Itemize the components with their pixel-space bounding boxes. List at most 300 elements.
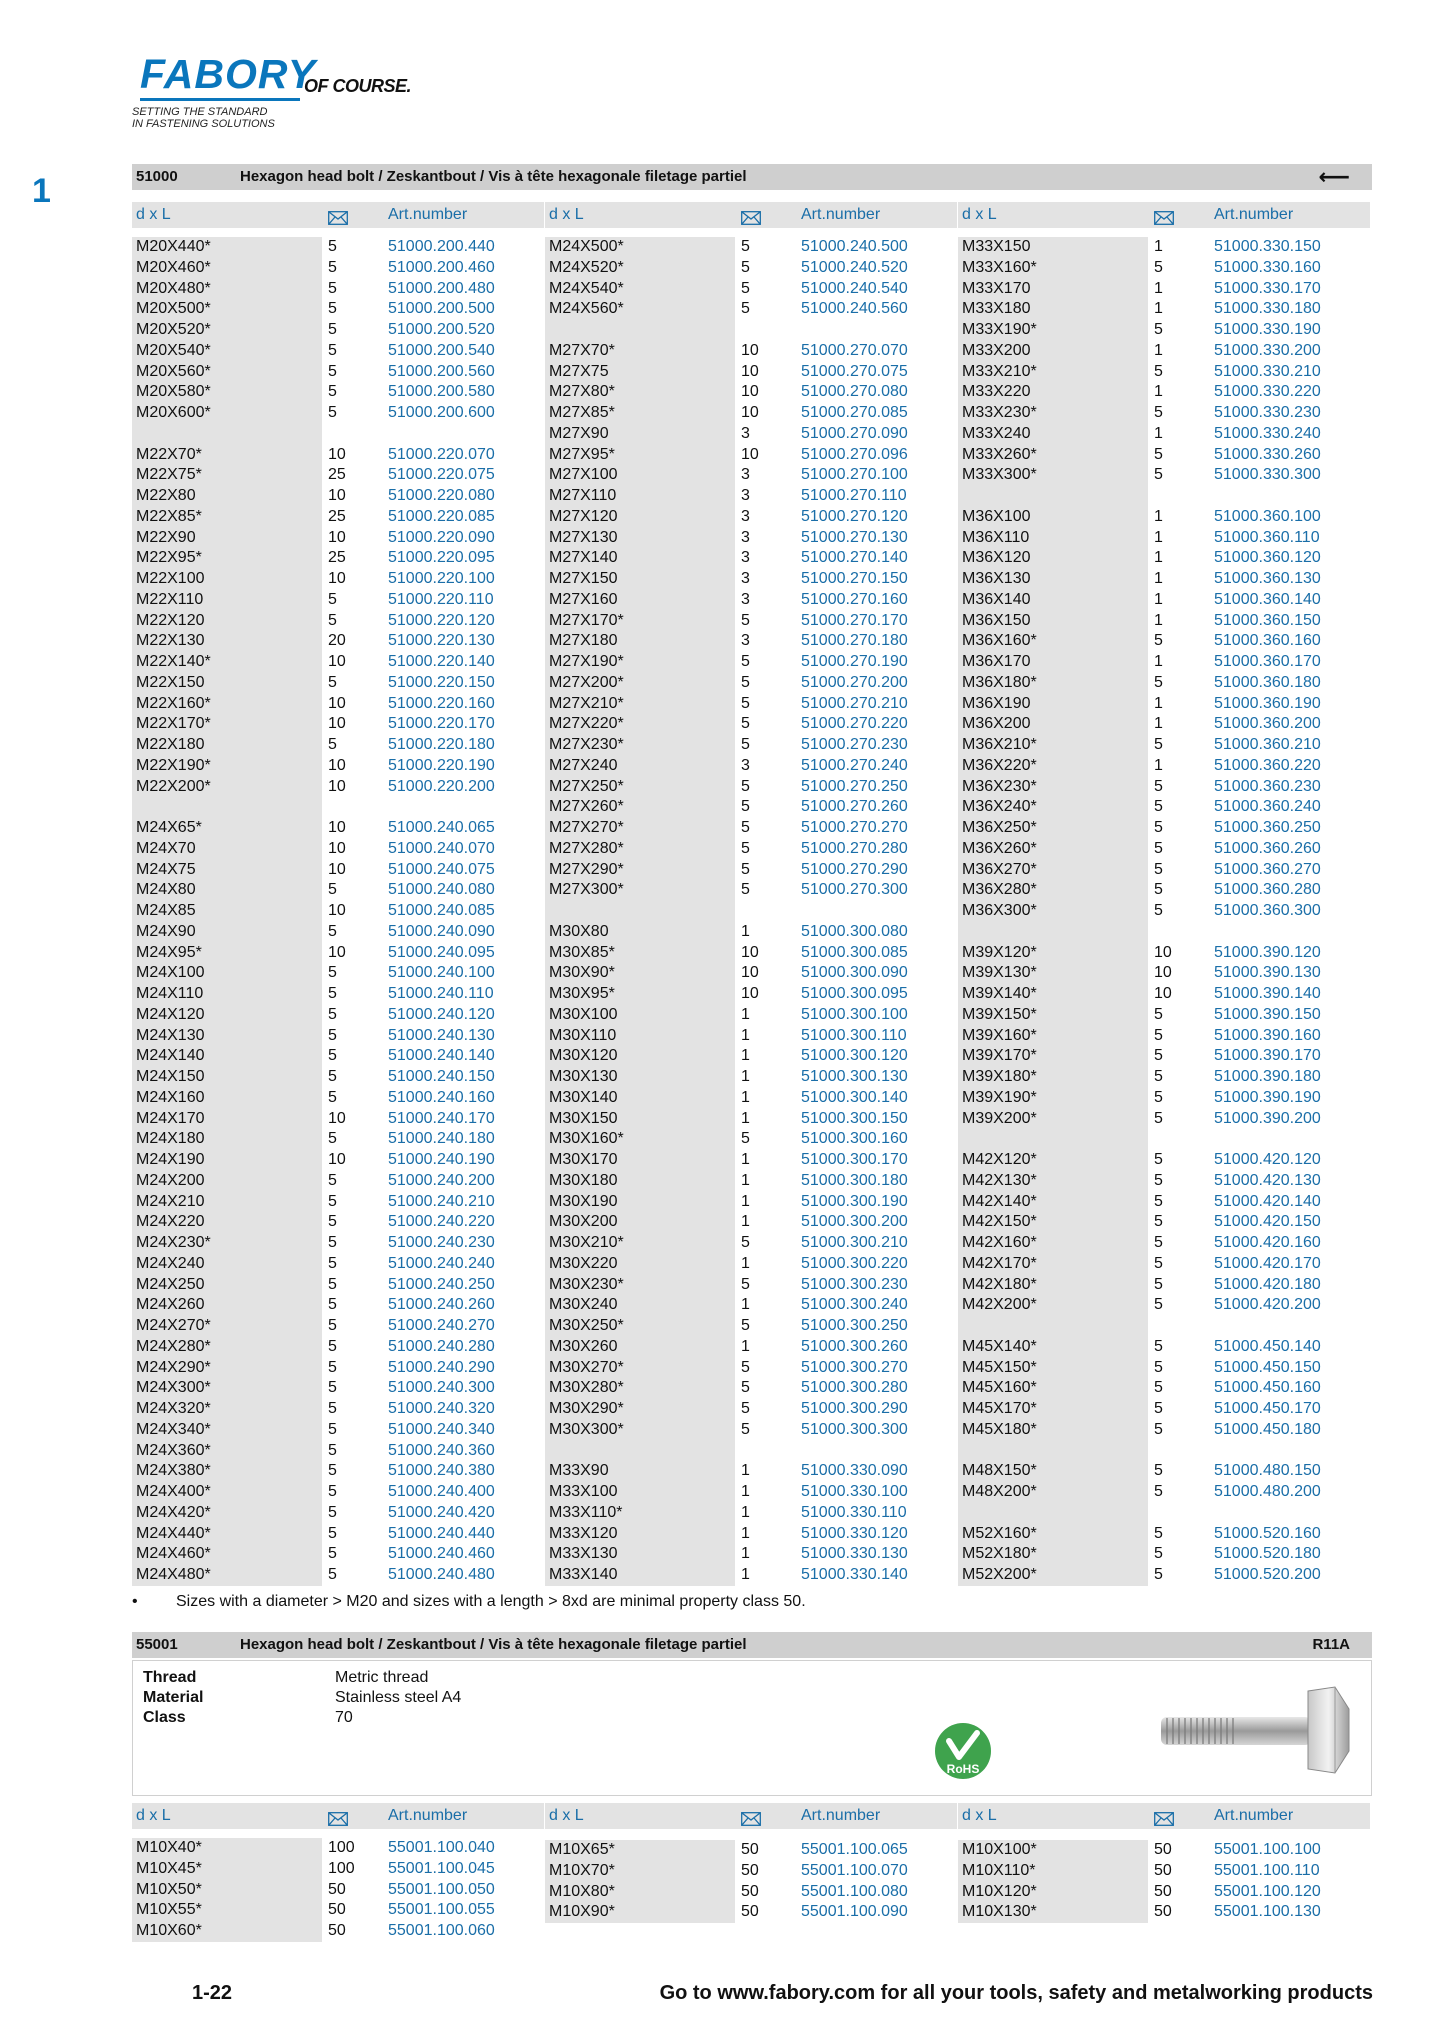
art-number-link[interactable]: 51000.390.200	[1214, 1109, 1321, 1127]
art-number-link[interactable]: 51000.420.140	[1214, 1192, 1321, 1210]
quantity-cell: 1	[1154, 611, 1163, 629]
art-number-link[interactable]: 51000.330.240	[1214, 424, 1321, 442]
art-number-link[interactable]: 51000.270.280	[801, 839, 908, 857]
quantity-cell: 5	[1154, 1005, 1163, 1023]
art-number-link[interactable]: 51000.360.140	[1214, 590, 1321, 608]
art-number-link[interactable]: 55001.100.045	[388, 1859, 495, 1877]
art-number-link[interactable]: 51000.300.240	[801, 1296, 908, 1314]
art-number-link[interactable]: 51000.360.160	[1214, 632, 1321, 650]
art-number-link[interactable]: 51000.270.120	[801, 507, 908, 525]
art-number-link[interactable]: 55001.100.065	[801, 1841, 908, 1858]
quantity-cell: 5	[328, 279, 337, 297]
size-cell: M42X160*	[962, 1234, 1037, 1251]
art-number-link[interactable]: 51000.330.180	[1214, 300, 1321, 318]
art-number-link[interactable]: 51000.220.095	[388, 549, 495, 567]
art-number-link[interactable]: 51000.240.220	[388, 1213, 495, 1231]
quantity-cell: 5	[741, 1234, 750, 1251]
art-number-link[interactable]: 51000.450.180	[1214, 1420, 1321, 1438]
size-cell: M24X480*	[136, 1566, 211, 1583]
quantity-cell: 5	[328, 1545, 337, 1563]
art-number-link[interactable]: 51000.330.200	[1214, 341, 1321, 359]
art-number-link[interactable]: 51000.480.200	[1214, 1483, 1321, 1500]
art-number-link[interactable]: 51000.360.200	[1214, 715, 1321, 733]
art-number-link[interactable]: 51000.360.190	[1214, 694, 1321, 712]
art-number-link[interactable]: 51000.270.270	[801, 819, 908, 836]
quantity-cell: 10	[1154, 964, 1172, 982]
size-cell: M24X95*	[136, 943, 202, 961]
art-number-link[interactable]: 51000.200.520	[388, 321, 495, 338]
art-number-link[interactable]: 51000.240.540	[801, 279, 908, 297]
art-number-link[interactable]: 51000.300.230	[801, 1275, 908, 1293]
quantity-cell: 10	[741, 943, 759, 961]
art-number-link[interactable]: 51000.300.220	[801, 1254, 908, 1272]
quantity-cell: 5	[1154, 1296, 1163, 1314]
art-number-link[interactable]: 51000.300.090	[801, 964, 908, 982]
art-number-link[interactable]: 51000.360.220	[1214, 756, 1321, 774]
rohs-label: RoHS	[946, 1762, 980, 1776]
art-number-link[interactable]: 51000.360.250	[1214, 819, 1321, 836]
art-number-link[interactable]: 51000.360.280	[1214, 881, 1321, 899]
art-number-link[interactable]: 51000.330.120	[801, 1524, 908, 1542]
art-number-link[interactable]: 51000.360.210	[1214, 736, 1321, 753]
art-number-link[interactable]: 51000.240.130	[388, 1026, 495, 1044]
size-cell: M30X220	[549, 1254, 618, 1272]
art-number-link[interactable]: 55001.100.050	[388, 1880, 495, 1898]
quantity-cell: 5	[328, 1503, 337, 1521]
art-number-link[interactable]: 51000.240.110	[388, 985, 494, 1002]
art-number-link[interactable]: 51000.300.260	[801, 1337, 908, 1355]
quantity-cell: 3	[741, 632, 750, 650]
quantity-cell: 5	[328, 362, 337, 380]
size-cell: M36X240*	[962, 798, 1037, 816]
art-number-link[interactable]: 51000.360.130	[1214, 570, 1321, 587]
size-cell: M36X150	[962, 611, 1031, 629]
art-number-link[interactable]: 51000.520.200	[1214, 1566, 1321, 1583]
art-number-link[interactable]: 51000.220.080	[388, 487, 495, 504]
art-number-link[interactable]: 51000.240.200	[388, 1171, 495, 1189]
quantity-cell: 5	[1154, 1068, 1163, 1085]
art-number-link[interactable]: 51000.390.170	[1214, 1047, 1321, 1065]
art-number-link[interactable]: 51000.270.260	[801, 798, 908, 816]
art-number-link[interactable]: 51000.240.440	[388, 1524, 495, 1542]
quantity-cell: 5	[741, 1358, 750, 1376]
quantity-cell: 5	[1154, 881, 1163, 899]
art-number-link[interactable]: 51000.270.170	[801, 611, 908, 629]
quantity-cell: 10	[741, 362, 759, 380]
art-number-link[interactable]: 55001.100.080	[801, 1882, 908, 1900]
art-number-link[interactable]: 51000.420.120	[1214, 1151, 1321, 1168]
back-arrow-icon[interactable]: ⟵	[1318, 164, 1350, 189]
quantity-cell: 50	[741, 1841, 759, 1858]
art-number-link[interactable]: 51000.420.180	[1214, 1275, 1321, 1293]
art-number-link[interactable]: 51000.200.460	[388, 258, 495, 276]
art-number-link[interactable]: 51000.270.085	[801, 404, 908, 421]
size-cell: M36X140	[962, 590, 1031, 608]
art-number-link[interactable]: 51000.420.130	[1214, 1171, 1321, 1189]
art-number-link[interactable]: 51000.360.180	[1214, 673, 1321, 691]
art-number-link[interactable]: 51000.240.250	[388, 1275, 495, 1293]
art-number-link[interactable]: 51000.270.110	[801, 487, 907, 504]
size-cell: M24X320*	[136, 1400, 211, 1417]
quantity-cell: 10	[328, 715, 346, 733]
size-cell: M36X180*	[962, 673, 1037, 691]
quantity-cell: 50	[741, 1882, 759, 1900]
art-number-link[interactable]: 51000.220.070	[388, 445, 495, 463]
art-number-link[interactable]: 51000.330.150	[1214, 238, 1321, 255]
column-header	[958, 202, 1370, 228]
art-number-link[interactable]: 51000.220.130	[388, 632, 495, 650]
art-number-link[interactable]: 51000.480.150	[1214, 1462, 1321, 1480]
art-number-link[interactable]: 51000.390.130	[1214, 964, 1321, 982]
art-number-link[interactable]: 51000.330.090	[801, 1462, 908, 1480]
art-number-link[interactable]: 51000.360.100	[1214, 507, 1321, 525]
art-number-link[interactable]: 51000.520.180	[1214, 1545, 1321, 1563]
quantity-cell: 3	[741, 528, 750, 546]
quantity-cell: 5	[328, 1192, 337, 1210]
art-number-link[interactable]: 51000.330.210	[1214, 362, 1321, 380]
art-number-link[interactable]: 51000.270.150	[801, 570, 908, 587]
size-cell: M27X170*	[549, 611, 624, 629]
art-number-link[interactable]: 51000.390.150	[1214, 1005, 1321, 1023]
art-number-link[interactable]: 51000.270.190	[801, 653, 908, 670]
art-number-link[interactable]: 51000.270.130	[801, 528, 908, 546]
art-number-link[interactable]: 51000.330.140	[801, 1566, 908, 1583]
art-number-link[interactable]: 51000.240.100	[388, 964, 495, 982]
size-cell: M24X540*	[549, 279, 624, 297]
art-number-link[interactable]: 51000.240.095	[388, 943, 495, 961]
art-number-link[interactable]: 51000.200.580	[388, 383, 495, 401]
art-number-link[interactable]: 51000.300.170	[801, 1151, 908, 1168]
art-number-link[interactable]: 51000.360.120	[1214, 549, 1321, 567]
art-number-link[interactable]: 51000.360.170	[1214, 653, 1321, 670]
art-number-link[interactable]: 51000.240.070	[388, 839, 495, 857]
size-cell: M20X460*	[136, 258, 211, 276]
art-number-link[interactable]: 51000.240.260	[388, 1296, 495, 1314]
art-number-link[interactable]: 51000.270.080	[801, 383, 908, 401]
art-number-link[interactable]: 51000.240.210	[388, 1192, 495, 1210]
size-cell: M24X180	[136, 1130, 205, 1148]
art-number-link[interactable]: 51000.300.200	[801, 1213, 908, 1231]
art-number-link[interactable]: 51000.390.180	[1214, 1068, 1321, 1085]
quantity-cell: 5	[328, 1005, 337, 1023]
size-cell: M27X120	[549, 507, 618, 525]
quantity-cell: 5	[1154, 404, 1163, 421]
art-number-link[interactable]: 51000.300.140	[801, 1088, 908, 1106]
logo-slogan-line-2: IN FASTENING SOLUTIONS	[132, 118, 275, 130]
art-number-link[interactable]: 51000.240.090	[388, 922, 495, 940]
quantity-cell: 100	[328, 1859, 355, 1877]
art-number-link[interactable]: 51000.330.220	[1214, 383, 1321, 401]
size-cell: M39X120*	[962, 943, 1037, 961]
size-cell: M36X260*	[962, 839, 1037, 857]
art-number-link[interactable]: 51000.360.260	[1214, 839, 1321, 857]
art-number-link[interactable]: 51000.200.480	[388, 279, 495, 297]
art-number-link[interactable]: 51000.330.100	[801, 1483, 908, 1500]
art-number-link[interactable]: 51000.330.300	[1214, 466, 1321, 484]
footer-link-text[interactable]: Go to www.fabory.com for all your tools, safety and metalworking products	[659, 1982, 1373, 2004]
envelope-icon	[1154, 208, 1174, 222]
quantity-cell: 3	[741, 590, 750, 608]
art-number-link[interactable]: 51000.240.460	[388, 1545, 495, 1563]
art-number-link[interactable]: 55001.100.060	[388, 1922, 495, 1939]
envelope-icon	[741, 1809, 761, 1823]
art-number-link[interactable]: 51000.360.230	[1214, 777, 1321, 795]
art-number-link[interactable]: 51000.240.340	[388, 1420, 495, 1438]
art-number-link[interactable]: 51000.300.160	[801, 1130, 908, 1148]
art-number-link[interactable]: 51000.300.300	[801, 1420, 908, 1438]
quantity-cell: 5	[741, 673, 750, 691]
art-number-link[interactable]: 51000.240.420	[388, 1503, 495, 1521]
art-number-link[interactable]: 51000.330.110	[801, 1503, 907, 1521]
size-cell: M33X200	[962, 341, 1031, 359]
art-number-link[interactable]: 51000.270.300	[801, 881, 908, 899]
size-cell: M33X100	[549, 1483, 618, 1500]
art-number-link[interactable]: 51000.220.090	[388, 528, 495, 546]
size-cell: M33X210*	[962, 362, 1037, 380]
quantity-cell: 5	[328, 1420, 337, 1438]
art-number-link[interactable]: 51000.240.080	[388, 881, 495, 899]
art-number-link[interactable]: 51000.220.150	[388, 673, 495, 691]
art-number-link[interactable]: 51000.240.320	[388, 1400, 495, 1417]
size-cell: M36X120	[962, 549, 1031, 567]
art-number-link[interactable]: 55001.100.040	[388, 1839, 495, 1856]
art-number-link[interactable]: 51000.300.110	[801, 1026, 907, 1044]
size-cell: M24X460*	[136, 1545, 211, 1563]
quantity-cell: 10	[328, 1151, 346, 1168]
art-number-link[interactable]: 51000.390.190	[1214, 1088, 1321, 1106]
quantity-cell: 5	[328, 922, 337, 940]
quantity-cell: 5	[1154, 839, 1163, 857]
art-number-link[interactable]: 51000.390.160	[1214, 1026, 1321, 1044]
art-number-link[interactable]: 51000.200.600	[388, 404, 495, 421]
art-number-link[interactable]: 51000.200.560	[388, 362, 495, 380]
size-cell: M24X300*	[136, 1379, 211, 1397]
art-number-link[interactable]: 51000.270.075	[801, 362, 908, 380]
size-cell: M39X140*	[962, 985, 1037, 1002]
quantity-cell: 1	[741, 1047, 750, 1065]
art-number-link[interactable]: 51000.300.085	[801, 943, 908, 961]
art-number-link[interactable]: 51000.220.110	[388, 590, 494, 608]
art-number-link[interactable]: 51000.240.240	[388, 1254, 495, 1272]
quantity-cell: 5	[1154, 1109, 1163, 1127]
art-number-link[interactable]: 51000.240.180	[388, 1130, 495, 1148]
art-number-link[interactable]: 51000.270.200	[801, 673, 908, 691]
art-number-link[interactable]: 51000.300.210	[801, 1234, 908, 1251]
art-number-link[interactable]: 51000.420.150	[1214, 1213, 1321, 1231]
art-number-link[interactable]: 51000.240.170	[388, 1109, 495, 1127]
size-cell: M10X50*	[136, 1880, 202, 1898]
art-number-link[interactable]: 51000.240.120	[388, 1005, 495, 1023]
quantity-cell: 10	[741, 404, 759, 421]
quantity-cell: 5	[1154, 777, 1163, 795]
art-number-link[interactable]: 51000.220.100	[388, 570, 495, 587]
art-number-link[interactable]: 51000.220.180	[388, 736, 495, 753]
size-cell: M48X150*	[962, 1462, 1037, 1480]
art-number-link[interactable]: 55001.100.110	[1214, 1861, 1320, 1879]
art-number-link[interactable]: 55001.100.090	[801, 1903, 908, 1921]
art-number-link[interactable]: 51000.240.290	[388, 1358, 495, 1376]
spec-value-thread: Metric thread	[335, 1669, 429, 1686]
column-header	[132, 202, 544, 228]
art-number-link[interactable]: 51000.270.070	[801, 341, 908, 359]
art-number-link[interactable]: 51000.300.095	[801, 985, 908, 1002]
quantity-cell: 1	[741, 1254, 750, 1272]
art-number-link[interactable]: 51000.270.250	[801, 777, 908, 795]
size-cell: M24X100	[136, 964, 205, 982]
art-number-link[interactable]: 51000.240.085	[388, 902, 495, 919]
art-number-link[interactable]: 51000.330.230	[1214, 404, 1321, 421]
quantity-cell: 1	[1154, 570, 1163, 587]
size-cell: M24X190	[136, 1151, 205, 1168]
art-number-link[interactable]: 51000.270.160	[801, 590, 908, 608]
art-number-link[interactable]: 51000.240.380	[388, 1462, 495, 1480]
quantity-cell: 25	[328, 549, 346, 567]
quantity-cell: 5	[328, 1317, 337, 1334]
art-number-link[interactable]: 51000.240.160	[388, 1088, 495, 1106]
art-number-link[interactable]: 51000.450.140	[1214, 1337, 1321, 1355]
art-number-link[interactable]: 55001.100.120	[1214, 1882, 1321, 1900]
art-number-link[interactable]: 51000.240.360	[388, 1441, 495, 1459]
art-number-link[interactable]: 51000.330.160	[1214, 258, 1321, 276]
art-number-link[interactable]: 51000.450.150	[1214, 1358, 1321, 1376]
art-number-link[interactable]: 51000.240.230	[388, 1234, 495, 1251]
art-number-link[interactable]: 51000.300.180	[801, 1171, 908, 1189]
art-number-link[interactable]: 51000.270.096	[801, 445, 908, 463]
size-cell: M27X90	[549, 424, 609, 442]
quantity-cell: 5	[1154, 1524, 1163, 1542]
art-number-link[interactable]: 51000.220.170	[388, 715, 495, 733]
size-cell: M27X290*	[549, 860, 624, 878]
art-number-link[interactable]: 51000.270.180	[801, 632, 908, 650]
art-number-link[interactable]: 51000.420.200	[1214, 1296, 1321, 1314]
art-number-link[interactable]: 51000.390.140	[1214, 985, 1321, 1002]
quantity-cell: 5	[328, 1068, 337, 1085]
art-number-link[interactable]: 51000.360.300	[1214, 902, 1321, 919]
size-cell: M36X270*	[962, 860, 1037, 878]
art-number-link[interactable]: 51000.300.130	[801, 1068, 908, 1085]
size-cell: M27X230*	[549, 736, 624, 753]
header-art-number: Art.number	[801, 206, 881, 223]
art-number-link[interactable]: 51000.450.160	[1214, 1379, 1321, 1397]
quantity-cell: 1	[1154, 424, 1163, 442]
art-number-link[interactable]: 51000.220.140	[388, 653, 495, 670]
art-number-link[interactable]: 51000.240.270	[388, 1317, 495, 1334]
art-number-link[interactable]: 51000.270.140	[801, 549, 908, 567]
quantity-cell: 1	[741, 922, 750, 940]
art-number-link[interactable]: 51000.270.230	[801, 736, 908, 753]
art-number-link[interactable]: 51000.220.075	[388, 466, 495, 484]
art-number-link[interactable]: 51000.420.170	[1214, 1254, 1321, 1272]
art-number-link[interactable]: 51000.240.520	[801, 258, 908, 276]
art-number-link[interactable]: 51000.300.190	[801, 1192, 908, 1210]
chapter-number: 1	[32, 172, 51, 210]
size-cell: M10X100*	[962, 1841, 1037, 1858]
size-cell: M30X260	[549, 1337, 618, 1355]
art-number-link[interactable]: 55001.100.100	[1214, 1841, 1321, 1858]
art-number-link[interactable]: 51000.300.150	[801, 1109, 908, 1127]
art-number-link[interactable]: 51000.240.140	[388, 1047, 495, 1065]
art-number-link[interactable]: 51000.300.120	[801, 1047, 908, 1065]
art-number-link[interactable]: 51000.330.170	[1214, 279, 1321, 297]
art-number-link[interactable]: 51000.220.160	[388, 694, 495, 712]
art-number-link[interactable]: 51000.220.085	[388, 507, 495, 525]
size-cell: M24X260	[136, 1296, 205, 1314]
art-number-link[interactable]: 51000.270.090	[801, 424, 908, 442]
size-cell: M33X300*	[962, 466, 1037, 484]
art-number-link[interactable]: 51000.330.260	[1214, 445, 1321, 463]
art-number-link[interactable]: 55001.100.055	[388, 1901, 495, 1919]
art-number-link[interactable]: 51000.360.240	[1214, 798, 1321, 816]
art-number-link[interactable]: 51000.240.190	[388, 1151, 495, 1168]
art-number-link[interactable]: 51000.240.075	[388, 860, 495, 878]
art-number-link[interactable]: 51000.240.480	[388, 1566, 495, 1583]
art-number-link[interactable]: 51000.220.190	[388, 756, 495, 774]
size-cell: M20X580*	[136, 383, 211, 401]
art-number-link[interactable]: 51000.450.170	[1214, 1400, 1321, 1417]
quantity-cell: 5	[1154, 1462, 1163, 1480]
quantity-cell: 50	[741, 1861, 759, 1879]
size-cell: M30X100	[549, 1005, 618, 1023]
art-number-link[interactable]: 51000.240.500	[801, 238, 908, 255]
art-number-link[interactable]: 51000.240.150	[388, 1068, 495, 1085]
art-number-link[interactable]: 55001.100.070	[801, 1861, 908, 1879]
art-number-link[interactable]: 51000.300.100	[801, 1005, 908, 1023]
art-number-link[interactable]: 51000.220.120	[388, 611, 495, 629]
art-number-link[interactable]: 51000.270.100	[801, 466, 908, 484]
size-cell: M27X100	[549, 466, 618, 484]
art-number-link[interactable]: 51000.330.130	[801, 1545, 908, 1563]
art-number-link[interactable]: 51000.300.290	[801, 1400, 908, 1417]
section-header-55001	[132, 1632, 1372, 1658]
art-number-link[interactable]: 51000.240.560	[801, 300, 908, 318]
size-cell: M30X85*	[549, 943, 615, 961]
quantity-cell: 10	[328, 570, 346, 587]
size-cell: M27X180	[549, 632, 618, 650]
art-number-link[interactable]: 51000.240.300	[388, 1379, 495, 1397]
art-number-link[interactable]: 51000.360.150	[1214, 611, 1321, 629]
quantity-cell: 5	[741, 736, 750, 753]
art-number-link[interactable]: 51000.520.160	[1214, 1524, 1321, 1542]
size-cell: M22X120	[136, 611, 205, 629]
art-number-link[interactable]: 51000.200.440	[388, 238, 495, 255]
art-number-link[interactable]: 51000.270.210	[801, 694, 908, 712]
art-number-link[interactable]: 51000.240.400	[388, 1483, 495, 1500]
quantity-cell: 5	[328, 964, 337, 982]
art-number-link[interactable]: 51000.330.190	[1214, 321, 1321, 338]
art-number-link[interactable]: 55001.100.130	[1214, 1903, 1321, 1921]
art-number-link[interactable]: 51000.300.250	[801, 1317, 908, 1334]
art-number-link[interactable]: 51000.270.220	[801, 715, 908, 733]
column-header	[958, 1803, 1370, 1829]
size-cell: M24X70	[136, 839, 196, 857]
art-number-link[interactable]: 51000.360.270	[1214, 860, 1321, 878]
quantity-cell: 5	[741, 694, 750, 712]
art-number-link[interactable]: 51000.270.240	[801, 756, 908, 774]
quantity-cell: 1	[741, 1462, 750, 1480]
art-number-link[interactable]: 51000.200.500	[388, 300, 495, 318]
art-number-link[interactable]: 51000.300.280	[801, 1379, 908, 1397]
art-number-link[interactable]: 51000.390.120	[1214, 943, 1321, 961]
art-number-link[interactable]: 51000.360.110	[1214, 528, 1320, 546]
art-number-link[interactable]: 51000.420.160	[1214, 1234, 1321, 1251]
art-number-link[interactable]: 51000.300.080	[801, 922, 908, 940]
art-number-link[interactable]: 51000.240.065	[388, 819, 495, 836]
art-number-link[interactable]: 51000.220.200	[388, 777, 495, 795]
art-number-link[interactable]: 51000.240.280	[388, 1337, 495, 1355]
art-number-link[interactable]: 51000.200.540	[388, 341, 495, 359]
art-number-link[interactable]: 51000.300.270	[801, 1358, 908, 1376]
art-number-link[interactable]: 51000.270.290	[801, 860, 908, 878]
